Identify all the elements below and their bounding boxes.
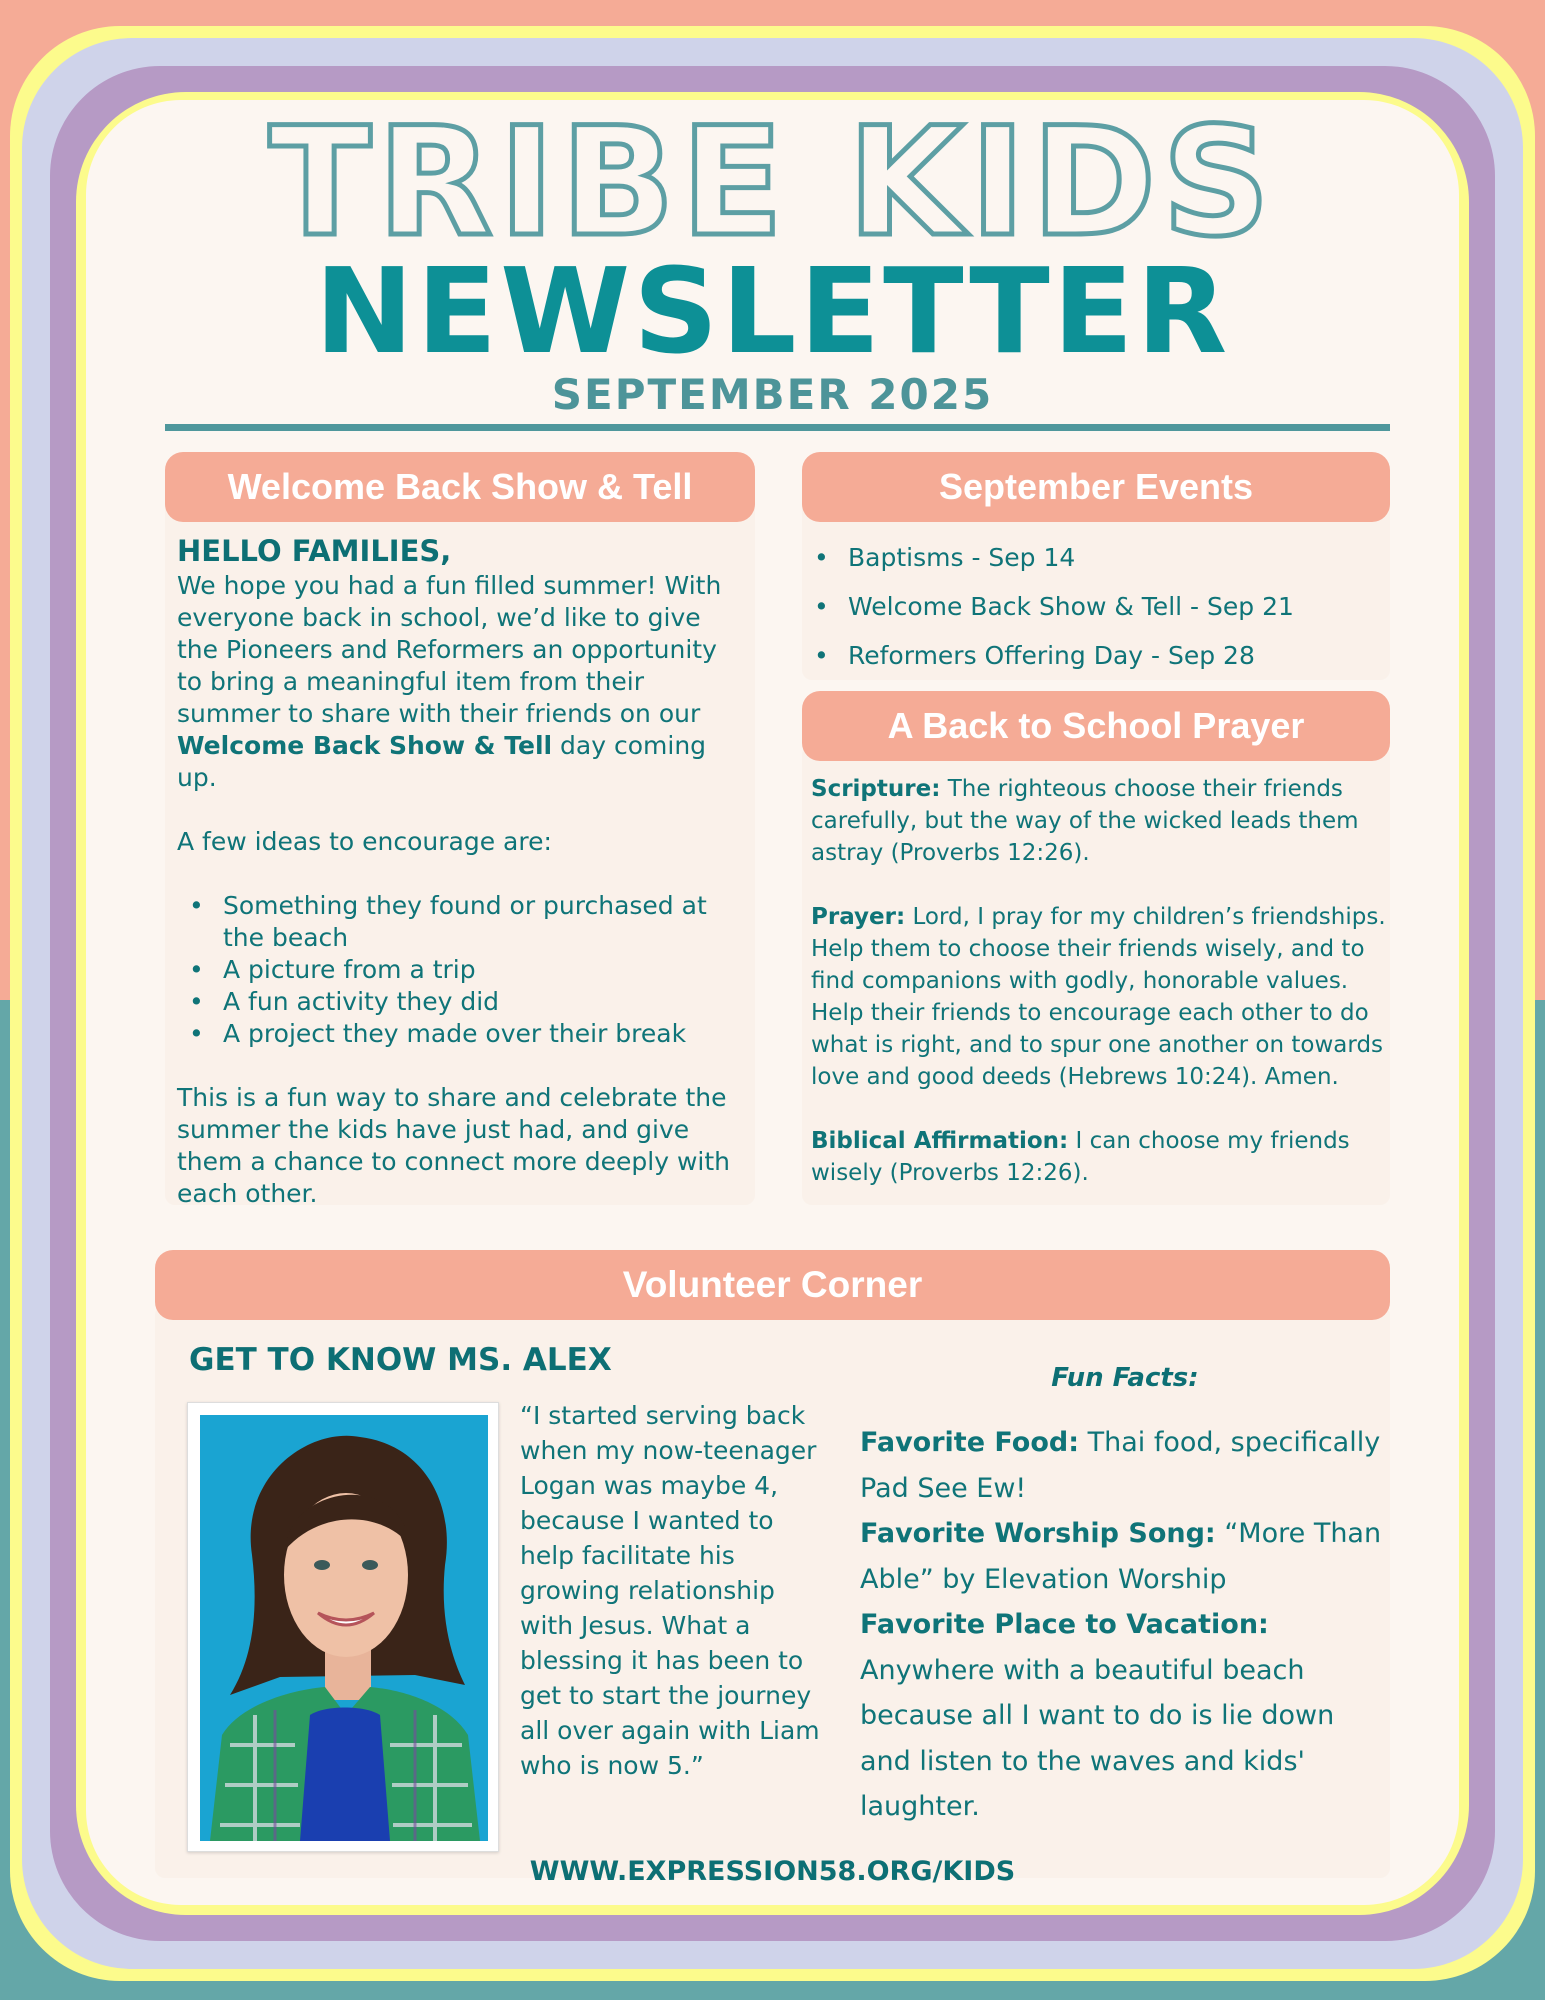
events-header-label: September Events [938, 466, 1254, 507]
show-tell-header-label: Welcome Back Show & Tell [227, 466, 693, 507]
volunteer-header [155, 1250, 1390, 1320]
volunteer-header-label: Volunteer Corner [622, 1264, 923, 1305]
show-tell-content [177, 532, 739, 1210]
events-list [802, 533, 1382, 680]
prayer-paragraph [811, 901, 1387, 1093]
prayer-header [802, 691, 1390, 761]
greeting: HELLO FAMILIES, [177, 534, 452, 568]
list-item: • Reformers Offering Day - Sep 28 [802, 631, 1382, 680]
fun-facts [860, 1420, 1390, 1830]
affirmation-paragraph [811, 1125, 1387, 1189]
masthead-divider [165, 424, 1390, 431]
ideas-list [177, 890, 739, 1050]
scripture-label: Scripture: [811, 776, 941, 802]
list-item: • A project they made over their break [177, 1018, 739, 1050]
fact-food [860, 1420, 1390, 1511]
fact-label: Favorite Food: [860, 1427, 1079, 1458]
footer-url[interactable]: WWW.EXPRESSION58.ORG/KIDS [529, 1856, 1016, 1887]
fact-text: Anywhere with a beautiful beach because all I want to do is lie down and listen to the waves and kids' laughter. [860, 1654, 1335, 1822]
masthead-title: NEWSLETTER [314, 242, 1231, 380]
fact-label: Favorite Worship Song: [860, 1518, 1216, 1549]
masthead-date: SEPTEMBER 2025 [551, 370, 994, 419]
ideas-label: A few ideas to encourage are: [177, 827, 552, 856]
intro-text-start: We hope you had a fun filled summer! With everyone back in school, we’d like to give the Pioneers and Reformers an opportunity to bring a meaningful item from their summer to share with their friends on our [177, 571, 722, 728]
list-item: • Welcome Back Show & Tell - Sep 21 [802, 582, 1382, 631]
list-item: • A picture from a trip [177, 954, 739, 986]
volunteer-photo [187, 1402, 499, 1852]
prayer-content [811, 773, 1387, 1189]
portrait-illustration [200, 1415, 488, 1841]
fact-text: Thai food, specifically Pad See Ew! [860, 1427, 1381, 1504]
fact-text: “More Than Able” by Elevation Worship [860, 1518, 1382, 1595]
affirmation-text: I can choose my friends wisely (Proverbs 12:26). [811, 1128, 1350, 1186]
volunteer-heading: GET TO KNOW MS. ALEX [189, 1342, 612, 1378]
scripture-paragraph [811, 773, 1387, 869]
show-tell-closing: This is a fun way to share and celebrate the summer the kids have just had, and give them a chance to connect more deeply with each other. [177, 1083, 731, 1208]
show-tell-intro [177, 570, 739, 794]
show-tell-header [165, 452, 755, 522]
list-item: • A fun activity they did [177, 986, 739, 1018]
intro-text-end: day coming up. [177, 731, 707, 792]
intro-text-bold: Welcome Back Show & Tell [177, 731, 553, 760]
volunteer-portrait [200, 1415, 488, 1841]
volunteer-quote: “I started serving back when my now-teenager Logan was maybe 4, because I wanted to help facilitate his growing relationship with Jesus. What a blessing it has been to get to start the journey all over again with Liam who is now 5.” [520, 1401, 820, 1780]
scripture-text: The righteous choose their friends carefully, but the way of the wicked leads them astray (Proverbs 12:26). [811, 776, 1359, 866]
fact-label: Favorite Place to Vacation: [860, 1609, 1269, 1640]
fact-vacation [860, 1602, 1390, 1830]
events-header [802, 452, 1390, 522]
prayer-label: Prayer: [811, 904, 906, 930]
list-item: • Baptisms - Sep 14 [802, 533, 1382, 582]
list-item: • Something they found or purchased at the beach [177, 890, 739, 954]
fun-facts-title: Fun Facts: [1051, 1363, 1199, 1393]
prayer-header-label: A Back to School Prayer [887, 705, 1305, 746]
fact-song [860, 1511, 1390, 1602]
prayer-text: Lord, I pray for my children’s friendships. Help them to choose their friends wisely, and to find companions with godly, honorable values. Help their friends to encourage each other to do what is right, and to spur one another on towards love and good deeds (Hebrews 10:24). Amen. [811, 904, 1386, 1090]
affirmation-label: Biblical Affirmation: [811, 1128, 1069, 1154]
masthead-title-outline: TRIBE KIDS [268, 96, 1277, 270]
